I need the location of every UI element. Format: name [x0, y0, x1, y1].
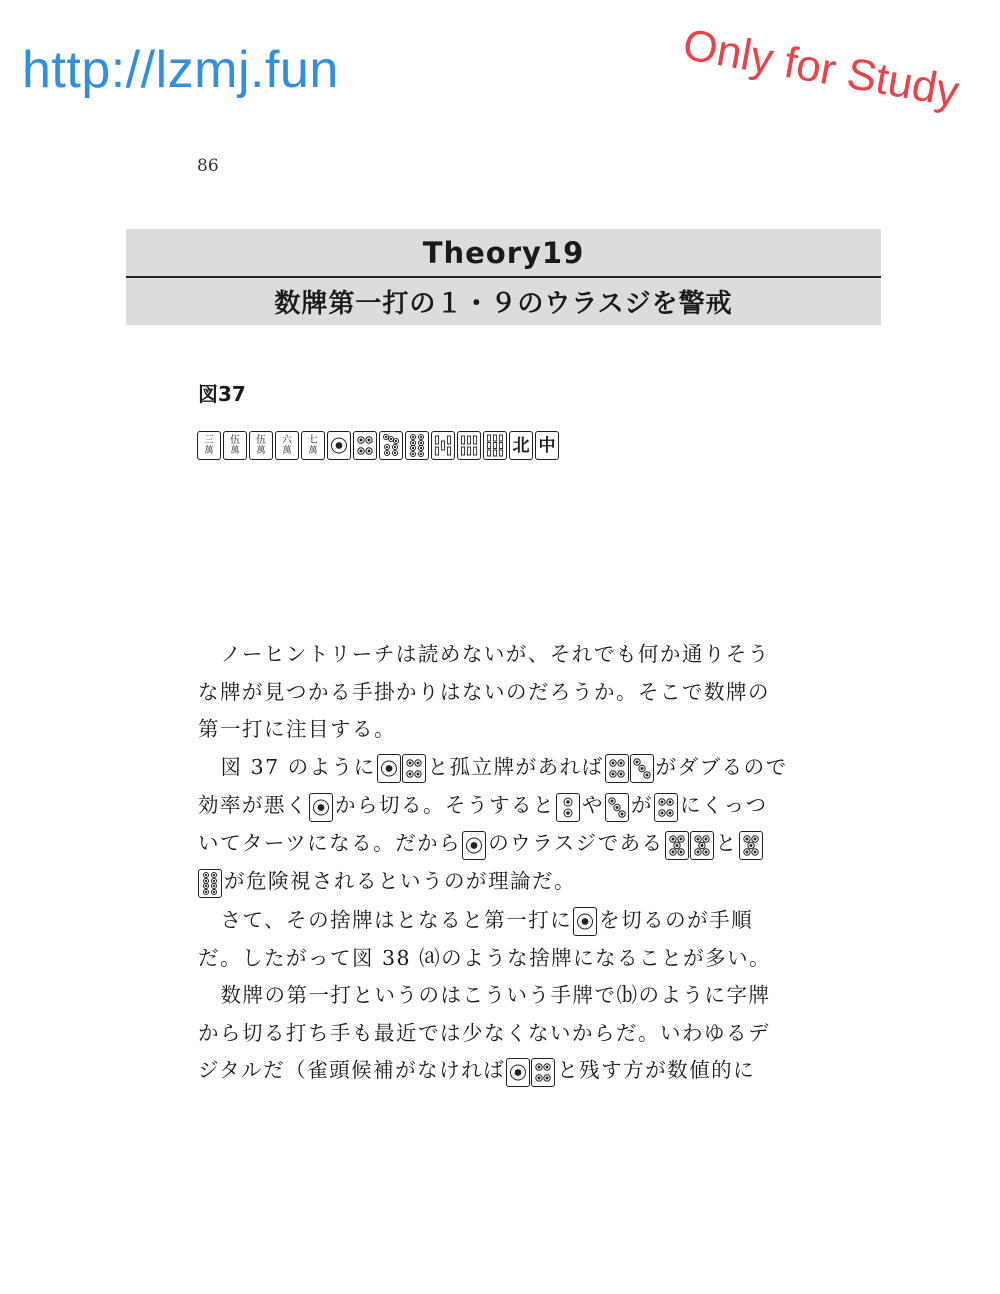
7-man-tile: 七 萬: [301, 431, 325, 460]
text-run: 図 37 のように: [220, 754, 376, 779]
pin-dots-icon: [464, 833, 484, 858]
pin-dots-icon: [741, 833, 761, 858]
pin-dots-icon: [667, 833, 687, 858]
pin-dots-icon: [404, 756, 424, 781]
pin-5-tile: [690, 831, 714, 860]
text-run: を切るのが手順だ。したがって図 38 ⒜のような捨牌になることが多い。: [198, 907, 772, 970]
pin-4-tile: [531, 1058, 555, 1087]
paragraph-2: [198, 749, 788, 902]
pin-8-tile: [198, 869, 222, 898]
text-run: が危険視されるというのが理論だ。: [224, 869, 576, 894]
sou-6-tile: [457, 431, 481, 460]
text-run: のウラスジである: [488, 831, 664, 855]
pin-1-tile: [573, 907, 597, 936]
tile-3p: [605, 794, 630, 818]
text-run: にくっついてターツになる。だから: [198, 792, 768, 855]
text-run: と: [715, 831, 738, 855]
tile-1p: [309, 794, 334, 818]
pin-4-tile: [654, 793, 678, 822]
pin-4-tile: [402, 754, 426, 783]
pin-1-tile: [377, 754, 401, 783]
pin-dots-icon: [607, 795, 627, 820]
pin-dots-icon: [558, 795, 578, 820]
tile-pair-5p: [665, 832, 715, 856]
3-man-tile: 三 萬: [197, 431, 221, 460]
pin-7-tile: [379, 431, 403, 460]
pin-1-tile: [506, 1058, 530, 1087]
pin-dots-icon: [200, 871, 220, 896]
pin-3-tile: [630, 754, 654, 783]
pin-1-tile: [462, 831, 486, 860]
pin-dots-icon: [607, 756, 627, 781]
page-number: 86: [197, 156, 219, 176]
pin-dots-icon: [355, 433, 375, 458]
honor-tile: 中: [535, 431, 559, 460]
theory-heading: Theory19: [422, 235, 585, 270]
sou-9-tile: [483, 431, 507, 460]
body-text: [198, 636, 788, 1091]
tile-1p: [573, 908, 598, 932]
pin-dots-icon: [508, 1060, 528, 1085]
bamboo-sticks-icon: [459, 433, 479, 458]
5-man-tile: 伍 萬: [249, 431, 273, 460]
honor-tile: 北: [509, 431, 533, 460]
text-run: と残す方が数値的に: [557, 1058, 756, 1083]
pin-4-tile: [605, 754, 629, 783]
text-run: 数牌の第一打というのはこういう手牌で⒝のように字牌から切る打ち手も最近では少なくないからだ。いわゆるデジタルだ（雀頭候補がなければ: [198, 983, 771, 1083]
text-run: から切る。そうすると: [335, 792, 555, 817]
text-run: さて、その捨牌はとなると第一打に: [220, 907, 573, 932]
pin-dots-icon: [692, 833, 712, 858]
paragraph-3: [198, 902, 788, 978]
tile-pair-4p3p: [605, 755, 655, 779]
pin-dots-icon: [575, 909, 595, 934]
watermark-url: http://lzmj.fun: [22, 41, 339, 99]
pin-2-tile: [556, 793, 580, 822]
5-man-tile: 伍 萬: [223, 431, 247, 460]
paragraph-4: [198, 977, 788, 1090]
bamboo-sticks-icon: [433, 433, 453, 458]
sou-5-tile: [431, 431, 455, 460]
figure-label: 図37: [198, 382, 246, 406]
tile-2p: [556, 794, 581, 818]
pin-1-tile: [309, 793, 333, 822]
text-run: と孤立牌があれば: [427, 754, 604, 779]
watermark-study: Only for Study: [679, 20, 963, 117]
pin-1-tile: [327, 431, 351, 460]
pin-dots-icon: [656, 795, 676, 820]
theory-subtitle: 数牌第一打の１・９のウラスジを警戒: [274, 289, 733, 319]
pin-dots-icon: [329, 433, 349, 458]
tile-1p: [462, 832, 487, 856]
mahjong-hand: [197, 431, 561, 460]
tile-4p: [654, 794, 679, 818]
pin-dots-icon: [381, 433, 401, 458]
text-run: が: [631, 792, 653, 817]
bamboo-sticks-icon: [485, 433, 505, 458]
tile-pair-1p4p: [377, 755, 427, 779]
title-box: [126, 229, 881, 325]
pin-3-tile: [605, 793, 629, 822]
text-run: がダブるので効率が悪く: [198, 754, 788, 817]
pin-dots-icon: [632, 756, 652, 781]
pin-5-tile: [665, 831, 689, 860]
text-run: や: [582, 792, 604, 817]
pin-8-tile: [405, 431, 429, 460]
6-man-tile: 六 萬: [275, 431, 299, 460]
tile-pair-1p4p: [506, 1059, 556, 1083]
paragraph-1: ノーヒントリーチは読めないが、それでも何か通りそうな牌が見つかる手掛かりはないのだろうか。そこで数牌の第一打に注目する。: [198, 642, 770, 741]
pin-5-tile: [739, 831, 763, 860]
pin-dots-icon: [533, 1060, 553, 1085]
pin-dots-icon: [379, 756, 399, 781]
pin-dots-icon: [407, 433, 427, 458]
pin-4-tile: [353, 431, 377, 460]
pin-dots-icon: [311, 795, 331, 820]
